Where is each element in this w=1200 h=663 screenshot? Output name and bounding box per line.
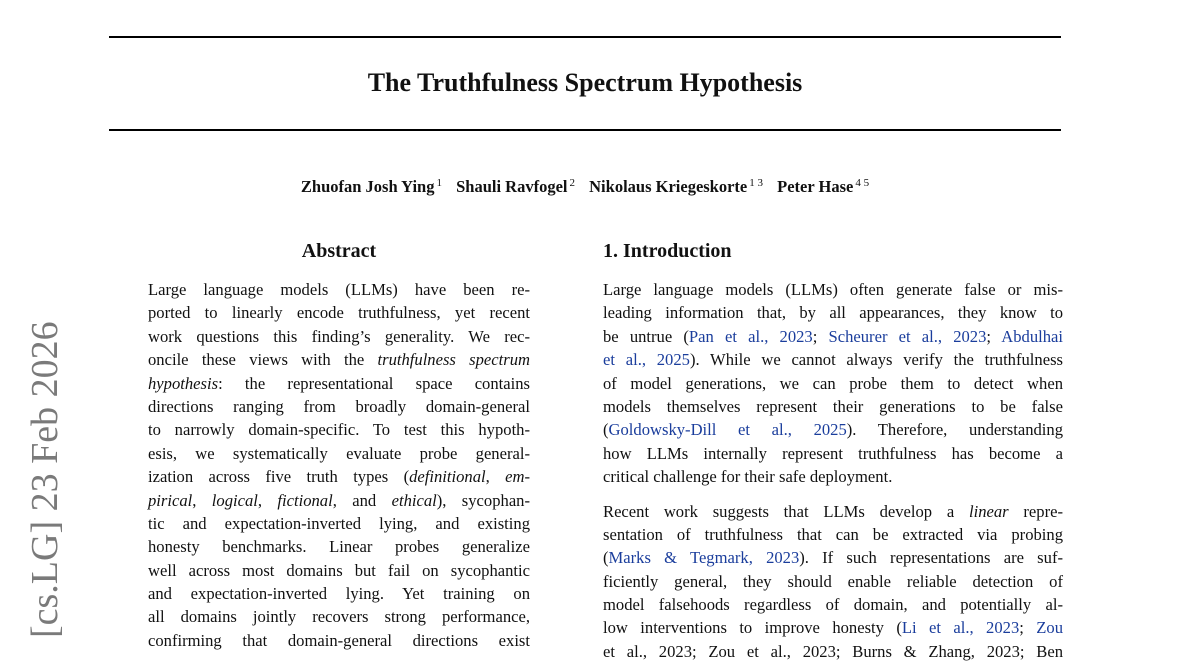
- text-line: pirical, logical, fictional, and ethical), sycophan-: [148, 490, 531, 510]
- text-line: honesty benchmarks. Linear probes generalize: [148, 537, 530, 557]
- citation-link[interactable]: Scheurer et al., 2023: [828, 326, 987, 346]
- text-line: et al., 2023; Zou et al., 2023; Burns & Zhang, 2023; Ben: [603, 641, 1063, 661]
- citation-link[interactable]: Marks & Tegmark, 2023: [608, 548, 800, 568]
- author: [301, 177, 442, 196]
- author: [777, 177, 869, 196]
- text-line: low interventions to improve honesty (Li et al., 2023; Zou: [603, 618, 1063, 638]
- text-line: be untrue (Pan et al., 2023; Scheurer et al., 2023; Abdulhai: [603, 326, 1064, 346]
- text-line: to narrowly domain-specific. To test this hypoth-: [148, 420, 530, 440]
- author-affiliation: 1: [436, 177, 442, 189]
- author-name: Shauli Ravfogel: [456, 177, 568, 196]
- text-line: Recent work suggests that LLMs develop a linear repre-: [603, 501, 1063, 521]
- citation-link[interactable]: Pan et al., 2023: [688, 326, 813, 346]
- arxiv-stamp-text: [cs.LG] 23 Feb 2026: [24, 321, 66, 638]
- author: [589, 177, 763, 196]
- emphasis: truthfulness spectrum: [377, 350, 530, 370]
- emphasis: ethical: [391, 490, 437, 510]
- text-line: esis, we systematically evaluate probe general-: [148, 443, 530, 463]
- text-line: of model generations, we can probe them to detect when: [603, 373, 1063, 393]
- text-line: confirming that domain-general directions exist: [148, 630, 530, 650]
- emphasis: logical: [211, 490, 258, 510]
- title-rule-bottom: [109, 129, 1061, 131]
- introduction-paragraph-1: [603, 278, 1063, 489]
- citation-link[interactable]: Zou: [1036, 618, 1063, 638]
- emphasis: definitional: [409, 467, 486, 487]
- introduction-column: [603, 236, 1063, 663]
- text-line: ficiently general, they should enable reliable detection of: [603, 571, 1063, 591]
- text-line: model falsehoods regardless of domain, and potentially al-: [603, 595, 1063, 615]
- text-line: work questions this finding’s generality. We rec-: [148, 326, 530, 346]
- text-line: ization across five truth types (definitional, em-: [148, 467, 531, 487]
- author-name: Peter Hase: [777, 177, 854, 196]
- text-line: and expectation-inverted lying. Yet training on: [148, 584, 530, 604]
- text-line: how LLMs internally represent truthfulness has become a: [603, 443, 1063, 463]
- abstract-heading: Abstract: [301, 240, 377, 262]
- text-line: leading information that, by all appearances, they know to: [603, 303, 1063, 323]
- author-affiliation: 2: [569, 177, 576, 189]
- paragraph-gap: [603, 489, 1063, 500]
- emphasis: linear: [968, 501, 1009, 521]
- text-line: all domains jointly recovers strong performance,: [148, 607, 530, 627]
- text-line: well across most domains but fail on sycophantic: [148, 560, 530, 580]
- text-line: (Goldowsky-Dill et al., 2025). Therefore, understanding: [603, 420, 1063, 440]
- citation-link[interactable]: Goldowsky-Dill et al., 2025: [608, 420, 847, 440]
- text-line: models themselves represent their generations to be false: [603, 396, 1063, 416]
- title-rule-top: [109, 36, 1061, 38]
- text-line: critical challenge for their safe deployment.: [603, 467, 893, 487]
- author-name: Nikolaus Kriegeskorte: [589, 177, 748, 196]
- citation-link[interactable]: Li et al., 2023: [901, 618, 1020, 638]
- emphasis: pirical: [148, 490, 193, 510]
- text-line: (Marks & Tegmark, 2023). If such representations are suf-: [603, 548, 1063, 568]
- text-line: ported to linearly encode truthfulness, yet recent: [148, 303, 530, 323]
- text-line: Large language models (LLMs) have been re-: [148, 280, 530, 299]
- introduction-paragraph-2: [603, 500, 1063, 663]
- abstract-body: [148, 278, 530, 652]
- paper-title: The Truthfulness Spectrum Hypothesis: [367, 68, 803, 97]
- introduction-heading: 1. Introduction: [603, 240, 732, 262]
- author-affiliation: 4 5: [855, 177, 870, 189]
- text-line: oncile these views with the truthfulness spectrum: [148, 350, 530, 370]
- text-line: tic and expectation-inverted lying, and existing: [148, 513, 530, 533]
- emphasis: em-: [505, 467, 531, 487]
- emphasis: hypothesis: [148, 373, 219, 393]
- author-list: [109, 172, 1061, 198]
- author-affiliation: 1 3: [749, 177, 764, 189]
- text-line: et al., 2025). While we cannot always verify the truthfulness: [603, 350, 1063, 370]
- citation-link[interactable]: et al., 2025: [603, 350, 690, 370]
- text-line: sentation of truthfulness that can be extracted via probing: [603, 524, 1063, 544]
- text-line: hypothesis: the representational space contains: [148, 373, 530, 393]
- emphasis: fictional: [277, 490, 333, 510]
- author: [456, 177, 575, 196]
- abstract-column: [148, 236, 530, 652]
- author-name: Zhuofan Josh Ying: [300, 177, 435, 196]
- citation-link[interactable]: Abdulhai: [1001, 326, 1064, 346]
- text-line: Large language models (LLMs) often generate false or mis-: [603, 280, 1063, 299]
- text-line: directions ranging from broadly domain-general: [148, 396, 530, 416]
